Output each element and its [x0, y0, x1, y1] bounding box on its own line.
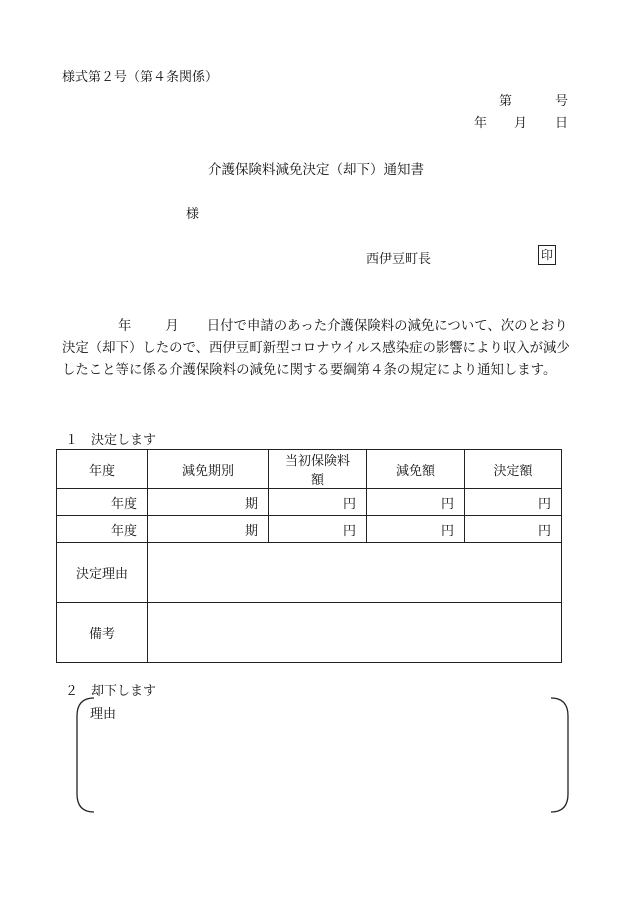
remarks-row [57, 603, 562, 663]
date-day: 日 [555, 116, 569, 131]
column-header: 減免期別 [148, 450, 269, 489]
column-header: 年度 [57, 450, 148, 489]
body-year: 年 [118, 319, 132, 334]
seal-mark: 印 [538, 245, 556, 265]
body-paragraph [62, 316, 580, 382]
section2-heading: ２ 却下します [65, 684, 157, 699]
column-header: 決定額 [465, 450, 562, 489]
rejection-reason-label: 理由 [90, 707, 117, 722]
issuer-name: 西伊豆町長 [366, 252, 432, 267]
doc-number-prefix: 第 [499, 94, 513, 109]
table-cell: 円 [269, 516, 367, 543]
table-cell: 円 [269, 489, 367, 516]
recipient-suffix: 様 [186, 207, 200, 222]
form-number: 様式第２号（第４条関係） [62, 70, 219, 85]
date-year: 年 [474, 116, 488, 131]
right-bracket [545, 696, 575, 816]
doc-number-suffix: 号 [555, 94, 569, 109]
body-text: 日付で申請のあった介護保険料の減免について、次のとおり決定（却下）したので、西伊豆町新型コロナウイルス感染症の影響により収入が減少したこと等に係る介護保険料の減免に関する要綱第４条の規定により通知します。 [62, 319, 570, 378]
table-cell: 円 [367, 516, 465, 543]
decision-reason-label: 決定理由 [57, 543, 148, 603]
decision-reason-cell [148, 543, 562, 603]
remarks-label: 備考 [57, 603, 148, 663]
document-title: 介護保険料減免決定（却下）通知書 [208, 162, 424, 178]
remarks-cell [148, 603, 562, 663]
table-cell: 年度 [57, 516, 148, 543]
table-cell: 円 [367, 489, 465, 516]
table-cell: 期 [148, 489, 269, 516]
date-month: 月 [514, 116, 528, 131]
body-month: 月 [165, 319, 179, 334]
table-row [57, 516, 562, 543]
table-row [57, 489, 562, 516]
section1-heading: １ 決定します [65, 433, 157, 448]
decision-table [56, 449, 562, 663]
decision-reason-row [57, 543, 562, 603]
table-cell: 円 [465, 516, 562, 543]
table-header-row [57, 450, 562, 489]
table-cell: 年度 [57, 489, 148, 516]
column-header: 当初保険料額 [269, 450, 367, 489]
table-cell: 円 [465, 489, 562, 516]
table-cell: 期 [148, 516, 269, 543]
column-header: 減免額 [367, 450, 465, 489]
